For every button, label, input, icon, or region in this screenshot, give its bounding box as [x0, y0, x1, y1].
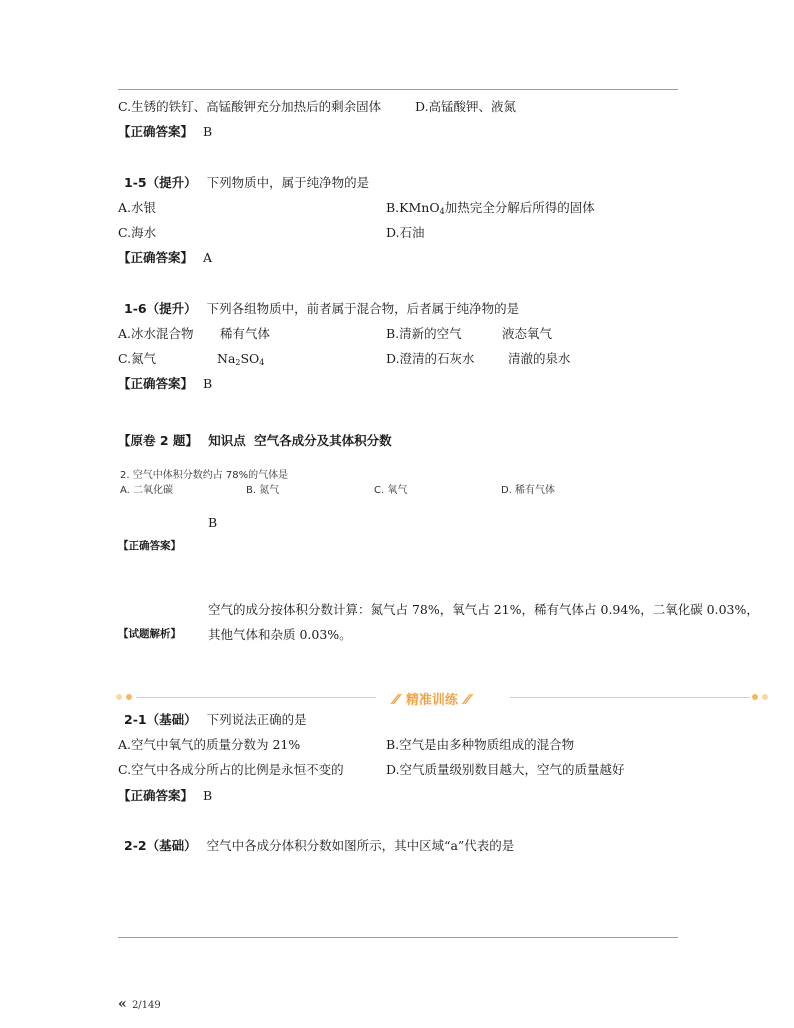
banner-dot-left-outer	[116, 694, 122, 700]
original-answer: B	[208, 515, 218, 530]
q21-number: 2-1（基础）	[124, 712, 197, 727]
original-answer-label: 【正确答案】	[118, 540, 181, 552]
q16-answer-row	[118, 376, 212, 392]
banner-title-text: 精准训练	[405, 693, 458, 708]
banner-dot-right-outer	[762, 694, 768, 700]
q14-answer-row	[118, 124, 212, 140]
bottom-rule	[118, 937, 678, 938]
q16-c2-na: Na	[217, 351, 236, 366]
scan-option-a: A. 二氧化碳	[120, 485, 174, 496]
q15-option-c: C.海水	[118, 225, 157, 240]
answer-label: 【正确答案】	[118, 376, 194, 391]
q16-option-b: B.清新的空气	[386, 326, 462, 341]
q14-answer: B	[203, 124, 213, 139]
q15-answer-row	[118, 250, 212, 266]
q15-option-b	[386, 200, 595, 220]
footer-chevrons-icon: «	[118, 996, 127, 1012]
page-number: 2/149	[131, 1000, 161, 1011]
q15-answer: A	[203, 250, 213, 265]
q16-answer: B	[203, 376, 213, 391]
q22-number: 2-2（基础）	[124, 838, 197, 853]
answer-label: 【正确答案】	[118, 788, 194, 803]
banner-line-right	[510, 697, 750, 698]
q21-option-d: D.空气质量级别数目越大，空气的质量越好	[386, 762, 625, 777]
q16-option-d-second: 清澈的泉水	[508, 351, 571, 366]
original-question-header	[118, 433, 392, 449]
scan-option-c: C. 氧气	[374, 485, 408, 496]
q16-c2-so: SO	[240, 351, 260, 366]
analysis-line-1: 空气的成分按体积分数计算：氮气占 78%，氧气占 21%，稀有气体占 0.94%，二氧化碳 0.03%，	[208, 602, 759, 617]
q22-stem-row	[124, 838, 514, 854]
scan-question-stem: 2. 空气中体积分数约占 78%的气体是	[120, 470, 289, 481]
q21-stem-row	[124, 712, 307, 728]
q21-option-b: B.空气是由多种物质组成的混合物	[386, 737, 575, 752]
q14-option-c: C.生锈的铁钉、高锰酸钾充分加热后的剩余固体	[118, 99, 382, 114]
banner-line-left	[136, 697, 376, 698]
q15-stem: 下列物质中，属于纯净物的是	[206, 175, 370, 190]
q22-stem: 空气中各成分体积分数如图所示，其中区域“a”代表的是	[206, 838, 515, 853]
q15-option-b-text: B.KMnO	[386, 200, 440, 215]
analysis-label: 【试题解析】	[118, 628, 181, 640]
q16-option-d: D.澄清的石灰水	[386, 351, 475, 366]
analysis-line-2: 其他气体和杂质 0.03%。	[208, 627, 352, 642]
banner-dot-right-inner	[752, 694, 758, 700]
q21-option-c: C.空气中各成分所占的比例是永恒不变的	[118, 762, 344, 777]
q16-c2-sub2: 4	[259, 358, 265, 367]
top-rule	[118, 89, 678, 90]
q16-stem: 下列各组物质中，前者属于混合物，后者属于纯净物的是	[206, 301, 520, 316]
banner-title	[394, 689, 470, 708]
q21-answer-row	[118, 788, 212, 804]
answer-label: 【正确答案】	[118, 250, 194, 265]
q15-option-b-sub: 4	[439, 207, 445, 216]
q16-c2-sub1: 2	[235, 358, 241, 367]
q14-option-d: D.高锰酸钾、液氮	[415, 99, 517, 114]
page-footer	[118, 996, 161, 1012]
scan-option-b: B. 氮气	[246, 485, 280, 496]
answer-label: 【正确答案】	[118, 124, 194, 139]
topic-prefix: 知识点	[208, 433, 246, 448]
q21-stem: 下列说法正确的是	[206, 712, 307, 727]
q15-option-a: A.水银	[118, 200, 157, 215]
original-tag: 【原卷 2 题】	[118, 433, 198, 448]
q21-answer: B	[203, 788, 213, 803]
banner-dot-left-inner	[126, 694, 132, 700]
q16-number: 1-6（提升）	[124, 301, 197, 316]
topic-title: 空气各成分及其体积分数	[254, 433, 392, 448]
q16-option-a: A.冰水混合物	[118, 326, 194, 341]
q16-stem-row	[124, 301, 519, 317]
q16-option-a-second: 稀有气体	[220, 326, 271, 341]
q15-option-b-tail: 加热完全分解后所得的固体	[444, 200, 595, 215]
q15-option-d: D.石油	[386, 225, 425, 240]
scan-option-d: D. 稀有气体	[501, 485, 556, 496]
q16-option-c-second	[217, 351, 264, 371]
banner-slash-right-icon: ⁄⁄	[465, 693, 470, 708]
q21-option-a: A.空气中氧气的质量分数为 21%	[118, 737, 301, 752]
q16-option-c: C.氮气	[118, 351, 157, 366]
q15-number: 1-5（提升）	[124, 175, 197, 190]
banner-slash-left-icon: ⁄⁄	[394, 693, 399, 708]
q16-option-b-second: 液态氧气	[502, 326, 553, 341]
q15-stem-row	[124, 175, 369, 191]
